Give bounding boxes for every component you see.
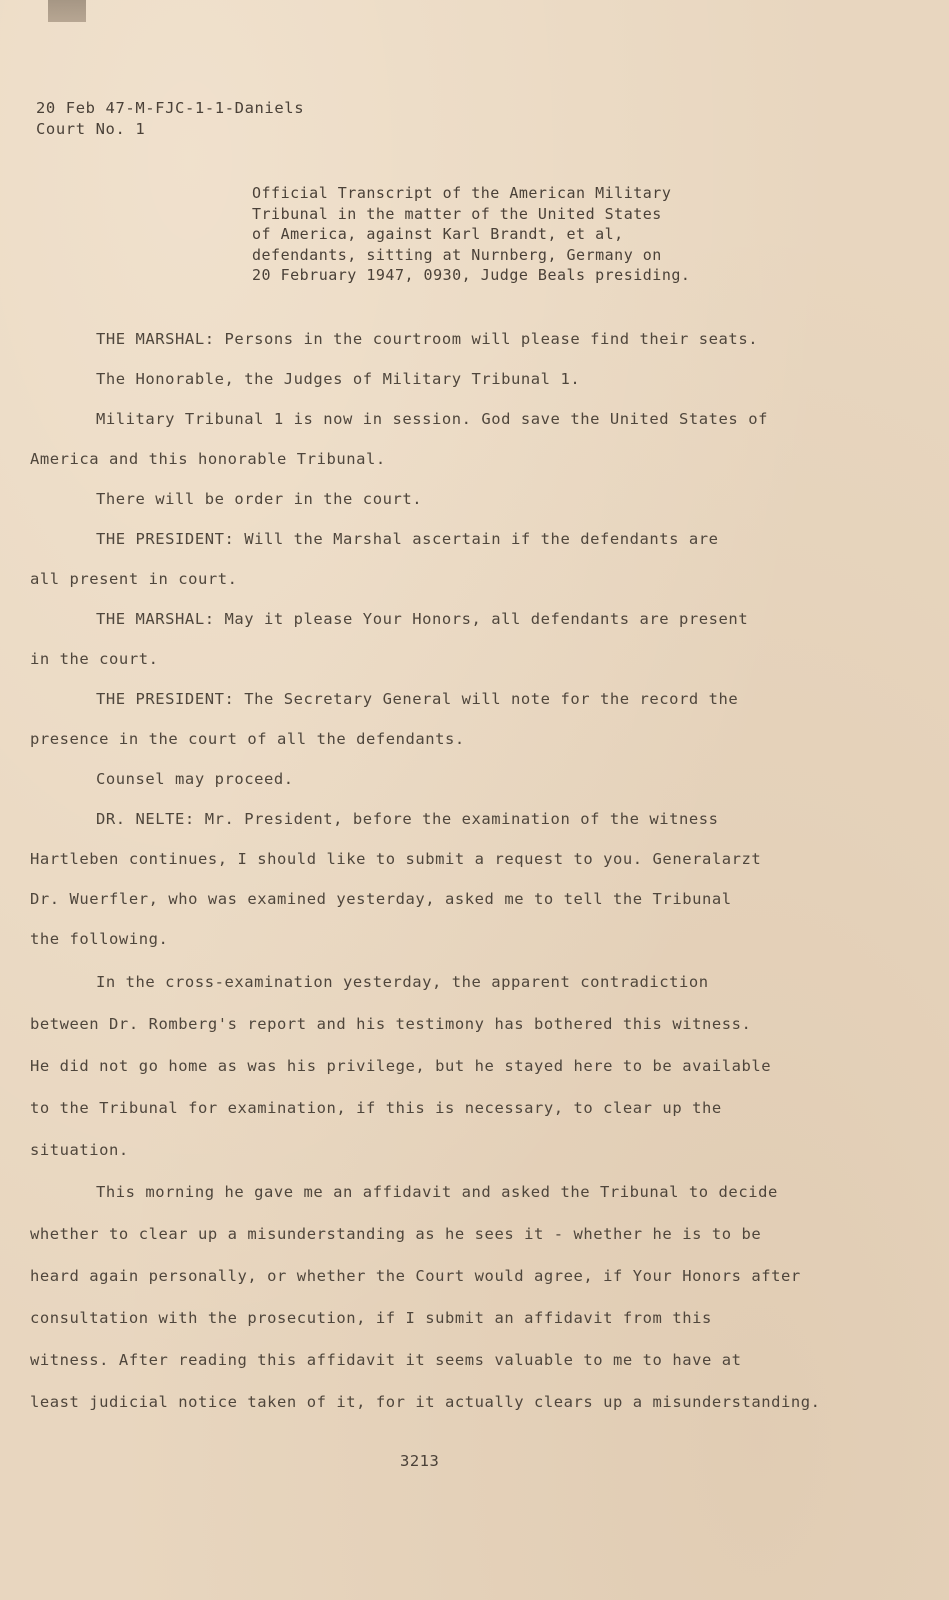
body-line: the following. xyxy=(30,930,169,948)
body-line: presence in the court of all the defendants. xyxy=(30,730,465,748)
body-line: THE PRESIDENT: The Secretary General will note for the record the xyxy=(96,690,739,708)
body-line: This morning he gave me an affidavit and asked the Tribunal to decide xyxy=(96,1183,778,1201)
body-line: Military Tribunal 1 is now in session. God save the United States of xyxy=(96,410,768,428)
body-line: America and this honorable Tribunal. xyxy=(30,450,386,468)
body-line: Hartleben continues, I should like to submit a request to you. Generalarzt xyxy=(30,850,762,868)
corner-tab-mark xyxy=(48,0,86,22)
body-line: heard again personally, or whether the Court would agree, if Your Honors after xyxy=(30,1267,801,1285)
body-line: In the cross-examination yesterday, the apparent contradiction xyxy=(96,973,709,991)
body-line: Dr. Wuerfler, who was examined yesterday, asked me to tell the Tribunal xyxy=(30,890,732,908)
body-line: He did not go home as was his privilege, but he stayed here to be available xyxy=(30,1057,772,1075)
body-line: There will be order in the court. xyxy=(96,490,423,508)
transcript-caption xyxy=(252,183,892,286)
caption-line: Tribunal in the matter of the United States xyxy=(252,204,662,223)
body-line: least judicial notice taken of it, for it actually clears up a misunderstanding. xyxy=(30,1393,821,1411)
body-line: witness. After reading this affidavit it seems valuable to me to have at xyxy=(30,1351,742,1369)
body-line: to the Tribunal for examination, if this is necessary, to clear up the xyxy=(30,1099,722,1117)
body-line: THE MARSHAL: May it please Your Honors, all defendants are present xyxy=(96,610,749,628)
header-reference: 20 Feb 47-M-FJC-1-1-Daniels xyxy=(36,99,305,117)
body-line: whether to clear up a misunderstanding as he sees it - whether he is to be xyxy=(30,1225,762,1243)
body-line: all present in court. xyxy=(30,570,238,588)
body-line: THE PRESIDENT: Will the Marshal ascertain if the defendants are xyxy=(96,530,719,548)
body-line: THE MARSHAL: Persons in the courtroom will please find their seats. xyxy=(96,330,759,348)
caption-line: 20 February 1947, 0930, Judge Beals presiding. xyxy=(252,266,691,284)
header-court: Court No. 1 xyxy=(36,120,146,138)
caption-line: defendants, sitting at Nurnberg, Germany on xyxy=(252,245,662,264)
body-line: The Honorable, the Judges of Military Tribunal 1. xyxy=(96,370,581,388)
page-number: 3213 xyxy=(400,1452,440,1470)
caption-line: Official Transcript of the American Military xyxy=(252,184,672,202)
body-line: between Dr. Romberg's report and his testimony has bothered this witness. xyxy=(30,1015,752,1033)
body-line: Counsel may proceed. xyxy=(96,770,294,788)
caption-line: of America, against Karl Brandt, et al, xyxy=(252,225,624,243)
body-line: consultation with the prosecution, if I submit an affidavit from this xyxy=(30,1309,712,1327)
body-line: in the court. xyxy=(30,650,159,668)
body-line: DR. NELTE: Mr. President, before the examination of the witness xyxy=(96,810,719,828)
body-line: situation. xyxy=(30,1141,129,1159)
